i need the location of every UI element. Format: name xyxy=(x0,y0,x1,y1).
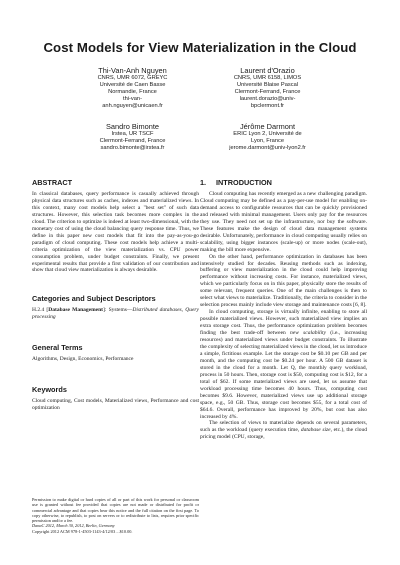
author-block-2 xyxy=(205,66,330,110)
author-email: bpclermont.fr xyxy=(250,103,285,110)
intro-paragraph-4 xyxy=(200,420,367,441)
general-terms-heading: General Terms xyxy=(32,343,83,353)
paper-title: Cost Models for View Materialization in the Cloud xyxy=(43,40,357,55)
intro-p4-italic: database size xyxy=(300,427,331,434)
author-block-4 xyxy=(205,122,330,152)
abstract-heading: ABSTRACT xyxy=(32,178,73,187)
intro-p3-part-b: (i.e., increasing resources) and materialized views under budget constraints. To illustrate the complexity of selecting materialized views in the cloud, let us introduce a simple, fictitious example. Let the storage cost be $0.10 per GB and per month, and the computing cost be $0.24 per hour. A 500 GB dataset is stored in the cloud for a month. Let Q, the monthly query workload, process in 50 hours. Then, storage cost is $50, computing cost is $12, for a total of $62. If some materialized views are used, let us assume that workload processing time becomes 40 hours. Thus, computing cost becomes $9.6. However, materialized views use up additional storage space, e.g., 50 GB. Thus, storage cost becomes $55, for a total cost of $64.6. Overall, performance has improved by 20%, but cost has also increased by 4%. xyxy=(200,330,367,420)
author-affiliation: Clermont-Ferrand, France xyxy=(99,138,166,145)
intro-paragraph-1: Cloud computing has recently emerged as a new challenging paradigm. Cloud computing may be defined as a pay-per-use model for enabling on-demand access to configurable resources that can be quickly provisioned and released with minimal management. Users only pay for the resources they use. They need not set up the infrastructure, nor buy the software. These features make the design of cloud data management systems desirable. Unfortunately, performance in cloud computing usually relies on scalability, using bigger instances (scale-up) or more nodes (scale-out), making the bill more expensive. xyxy=(200,191,367,253)
right-column xyxy=(200,178,367,441)
left-column xyxy=(32,178,199,412)
footnote-venue: DanaC 2012, March 30, 2012, Berlin, Germany xyxy=(32,523,115,529)
footnote-permission: Permission to make digital or hard copies of all or part of this work for personal or classroom use is granted without fee provided that copies are not made or distributed for profit or commercial advantage and that copies bear this notice and the full citation on the first page. To copy otherwise, to republish, to post on servers or to redistribute to lists, requires prior specific permission and/or a fee. xyxy=(32,497,199,524)
footnote-copyright: Copyright 2012 ACM 978-1-4503-1143-4/12/03 ...$10.00. xyxy=(32,528,133,534)
intro-paragraph-2: On the other hand, performance optimization in databases has been intensively studied for decades. Reusing methods such as indexing, buffering or view materialization in the cloud could help improving performance without increasing costs. For instance, materialized views, which we particularly focus on in this paper, physically store the results of some relevant, frequent queries. One of the main challenges is then to select what views to materialize. Traditionally, the criteria to consider in the selection process mainly include view storage and maintenance costs [6, 8]. xyxy=(200,253,367,309)
author-name: Sandro Bimonte xyxy=(106,122,159,131)
intro-p4-part-a: The selection of views to materialize depends on several parameters, such as the workload (query execution time, xyxy=(200,420,367,434)
author-affiliation: CNRS, UMR 6072, GREYC xyxy=(97,75,168,81)
author-affiliation: CNRS, UMR 6158, LIMOS xyxy=(233,75,302,81)
author-affiliation: Normandie, France xyxy=(108,89,157,96)
author-email: laurent.dorazio@univ- xyxy=(239,96,296,103)
categories-italic: Distributed databases, Query processing xyxy=(32,307,199,321)
categories-heading: Categories and Subject Descriptors xyxy=(32,294,156,304)
intro-heading xyxy=(200,178,367,187)
intro-p4-part-b: , etc.), the cloud pricing model (CPU, storage, xyxy=(200,427,367,441)
author-block-1 xyxy=(70,66,195,110)
author-email: sandro.bimonte@irstea.fr xyxy=(100,145,165,152)
intro-paragraph-3 xyxy=(200,309,367,420)
categories-bold: Database Management xyxy=(48,307,104,314)
intro-p3-part-a: In cloud computing, storage is virtually infinite, enabling to store all possible materialized views. However, such materialized view implies an extra storage cost. Thus, the performance optimization problem becomes finding the best trade-off between xyxy=(200,309,367,337)
author-email: anh.nguyen@unicaen.fr xyxy=(102,103,163,110)
author-affiliation: Clermont-Ferrand, France xyxy=(234,89,301,96)
intro-title: INTRODUCTION xyxy=(216,178,272,187)
author-affiliation: Irstea, UR TSCF xyxy=(111,131,154,137)
author-email: jerome.darmont@univ-lyon2.fr xyxy=(229,145,306,152)
author-affiliation: ERIC Lyon 2, Université de xyxy=(233,131,302,137)
intro-p3-italic: new scalability xyxy=(290,330,327,337)
author-affiliation: Université Blaise Pascal xyxy=(236,82,298,89)
author-name: Jérôme Darmont xyxy=(239,122,296,131)
author-block-3 xyxy=(70,122,195,152)
general-terms-text: Algorithms, Design, Economics, Performance xyxy=(32,356,134,363)
categories-mid: ]: Systems— xyxy=(103,307,133,314)
author-affiliation: Université de Caen Basse xyxy=(99,82,166,89)
author-name: Thi-Van-Anh Nguyen xyxy=(98,66,167,75)
categories-code: H.2.4 [ xyxy=(32,307,49,314)
keywords-heading: Keywords xyxy=(32,385,67,395)
permission-footnote xyxy=(32,497,199,534)
author-affiliation: Lyon, France xyxy=(251,138,284,145)
categories-text xyxy=(32,307,199,321)
author-name: Laurent d'Orazio xyxy=(240,66,295,75)
author-email: thi-van- xyxy=(123,96,142,103)
keywords-text: Cloud computing, Cost models, Materialized views, Performance and cost optimization xyxy=(32,398,199,412)
abstract-text: In classical databases, query performance is casually achieved through physical data structures such as caches, indexes and materialized views. In this context, many cost models help select a "best set" of such data structures. However, this selection task becomes more complex in the cloud. The criterion to optimize is indeed at least two-dimensional, with the monetary cost of using the cloud balancing query response time. Thus, we define in this paper new cost models that fit into the pay-as-you-go paradigm of cloud computing. These cost models help achieve a multi-criteria optimization of the view materialization vs. CPU power consumption problem, under budget constraints. Finally, we present experimental results that provide a first validation of our contribution and show that cloud view materialization is always desirable. xyxy=(32,191,199,274)
intro-number: 1. xyxy=(200,178,207,187)
